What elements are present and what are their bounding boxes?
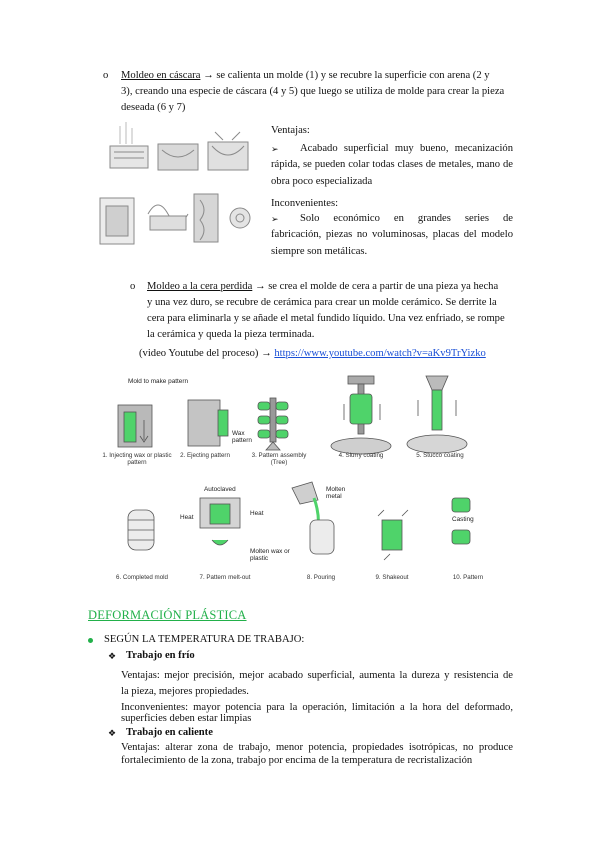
step-6-caption: 6. Completed mold [116, 574, 168, 581]
shell-adv-rest: rápida, se pueden colar todas clases de metales, mano de obra poco especializada [271, 159, 513, 187]
shell-dis-first: Solo económico en grandes series de [300, 213, 513, 224]
video-text: (video Youtube del proceso) → [139, 348, 275, 359]
cold-disadvantages-2: superficies deben estar limpias [121, 713, 252, 724]
shell-line2: 3), creando una especie de cáscara (4 y 5) que luego se utiliza de molde para crear la pieza [121, 86, 505, 97]
shell-paragraph-line1 [121, 68, 490, 85]
wax-paragraph-line1 [147, 279, 498, 296]
shell-disadvantages-title: Inconvenientes: [271, 198, 339, 209]
shell-dis-rest: fabricación, piezas no voluminosas, placas del modelo siempre son metálicas. [271, 229, 513, 257]
autoclaved-label: Autoclaved [204, 486, 236, 493]
shell-line1: → se calienta un molde (1) y se recubre la superficie con arena (2 y [200, 70, 490, 81]
plastic-deformation-heading: DEFORMACIÓN PLÁSTICA [88, 608, 247, 622]
casting-label: Casting [452, 516, 474, 523]
hot-work-title: Trabajo en caliente [126, 727, 213, 738]
shell-advantages-title: Ventajas: [271, 125, 310, 136]
shell-line3: deseada (6 y 7) [121, 102, 186, 113]
step-3-caption: 3. Pattern assembly (Tree) [251, 452, 307, 467]
step-1-caption: 1. Injecting wax or plastic pattern [102, 452, 172, 467]
section-bullet [88, 638, 93, 643]
step-9-caption: 9. Shakeout [375, 574, 409, 581]
video-line [139, 346, 486, 363]
hot-advantages-2: fortalecimiento de la zona, trabajo por encima de la temperatura de recristalización [121, 755, 473, 766]
wax-pattern-label: Wax pattern [232, 430, 252, 444]
cold-work-title: Trabajo en frío [126, 650, 195, 661]
wax-line1: → se crea el molde de cera a partir de una pieza ya hecha [252, 281, 499, 292]
wax-line2: y una vez duro, se recubre de cerámica para crear un molde cerámico. Se derrite la [147, 297, 497, 308]
hot-diamond-icon: ❖ [108, 728, 117, 738]
step-7-caption: 7. Pattern melt-out [199, 574, 251, 581]
wax-line3: cera para eliminarla y se añade el metal fundido líquido. Una vez enfriado, se rompe [147, 313, 505, 324]
step-4-caption: 4. Slurry coating [338, 452, 384, 459]
cold-disadvantages: Inconvenientes: mayor potencia para la operación, limitación a la hora del deformado, [121, 702, 513, 713]
mold-label: Mold to make pattern [128, 378, 189, 385]
shell-adv-arrow: ➢ [271, 144, 279, 154]
wax-bullet: o [130, 281, 136, 292]
wax-title: Moldeo a la cera perdida [147, 281, 253, 292]
shell-adv-first: Acabado superficial muy bueno, mecanización [300, 143, 513, 154]
cold-advantages-2: la pieza, mejores propiedades. [121, 686, 249, 697]
step-2-caption: 2. Ejecting pattern [180, 452, 230, 459]
youtube-link[interactable]: https://www.youtube.com/watch?v=aKv9TrYizko [274, 348, 486, 359]
heat-right-label: Heat [250, 510, 264, 517]
shell-dis-arrow: ➢ [271, 214, 279, 224]
shell-bullet: o [103, 70, 109, 81]
molten-wax-label: Molten wax or plastic [250, 548, 290, 562]
step-8-caption: 8. Pouring [306, 574, 336, 581]
investment-casting-figure [100, 370, 500, 585]
cold-advantages: Ventajas: mejor precisión, mejor acabado superficial, aumenta la dureza y resistencia de [121, 670, 513, 681]
molten-metal-label: Molten metal [326, 486, 346, 500]
heat-left-label: Heat [180, 514, 194, 521]
wax-line4: la cerámica y queda la pieza terminada. [147, 329, 315, 340]
temperature-section-title: SEGÚN LA TEMPERATURA DE TRABAJO: [104, 634, 305, 645]
step-5-caption: 5. Stucco coating [416, 452, 464, 459]
cold-diamond-icon: ❖ [108, 651, 117, 661]
shell-molding-figure [90, 116, 265, 251]
hot-advantages: Ventajas: alterar zona de trabajo, menor potencia, propiedades isotrópicas, no produce [121, 742, 513, 753]
step-10-caption: 10. Pattern [452, 574, 484, 581]
shell-title: Moldeo en cáscara [121, 70, 201, 81]
